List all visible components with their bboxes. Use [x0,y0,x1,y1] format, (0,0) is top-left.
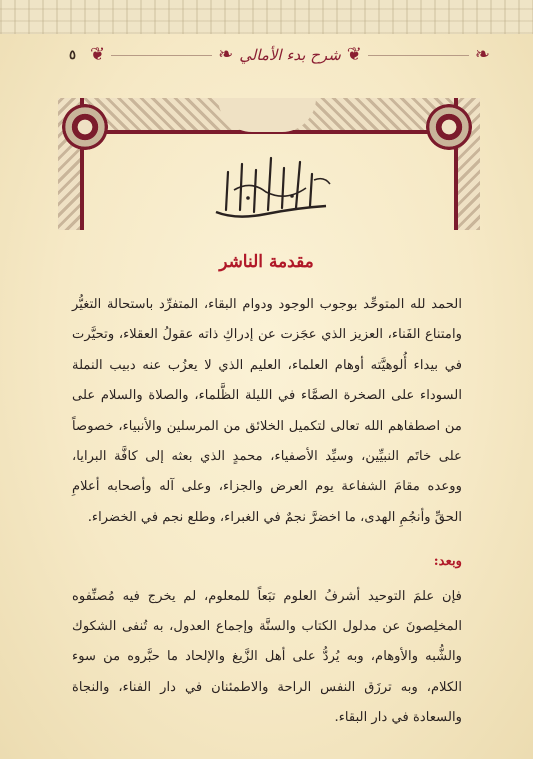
frame-center-arch [218,98,316,132]
paragraph: فإن علمَ التوحيد أشرفُ العلوم تبَعاً للمعلوم، لم يخرج فيه مُصنِّفوه المخلِصونَ عن مدلول الكتاب والسنَّة وإجماع العدول، به تُنفى الشكوك والشُّبه والأوهام، وبه يُردُّ على أهل الزَّيغ والإلحاد ما حبَّروه من سوء الكلام، وبه ترزَق النفس الراحة والاطمئنان في دار الفناء، والنجاة والسعادة في دار البقاء. [72,588,462,726]
section-title: مقدمة الناشر [219,252,314,272]
floral-ornament-icon: ❧ [218,44,234,65]
decorative-frame-top [58,98,476,134]
floral-ornament-icon: ❦ [346,44,362,65]
paragraph: الحمد لله المتوحِّد بوجوب الوجود ودوام البقاء، المتفرِّد باستحالة التغيُّر وامتناع الفَناء، العزيز الذي عجَزت عن إدراكِ ذاته عقولُ العقلاء، وتحيَّرت في بيداء أُلوهيَّته أوهام العلماء، العليم الذي لا يعزُب عنه دبيب النملة السوداء على الصخرة الصمَّاء في الليلة الظَّلماء، والصلاة والسلام على من اصطفاهم الله تعالى لتكميل الخلائق من المرسلين والأنبياء، خصوصاً على خاتَم النبيِّين، وسيِّد الأصفياء، محمدٍ الذي بعثه إلى كافَّة البرايا، ووعده مقامَ الشفاعة يوم العرض والجزاء، وعلى آله وأصحابه أعلامِ الحقِّ وأنجُمِ الهدى، ما اخضرَّ نجمٌ في الغبراء، وطلع نجم في الخضراء. [72,297,462,525]
book-title: شرح بدء الأمالي [239,46,341,64]
header-rule [368,55,469,56]
top-ornamental-band [0,0,533,34]
rosette-icon [62,104,108,150]
body-text [72,290,462,734]
calligraphy-icon [196,150,346,230]
page-number: ٥ [69,47,76,63]
rosette-icon [426,104,472,150]
basmala-calligraphy [196,150,346,230]
subheading: وبعد: [433,554,462,570]
floral-ornament-icon: ❧ [474,44,490,65]
header-rule [111,55,212,56]
running-header [55,34,490,76]
floral-ornament-icon: ❦ [89,44,106,65]
